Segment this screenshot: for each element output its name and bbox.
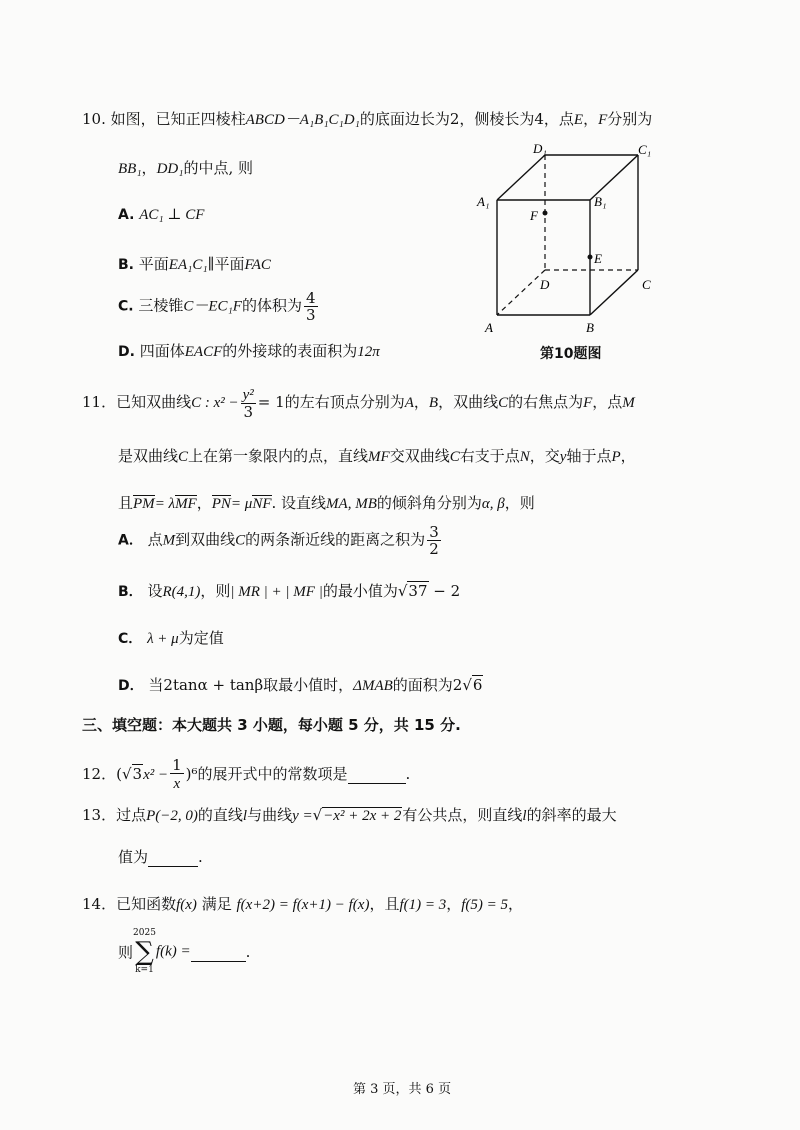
q10-option-c-fraction	[304, 290, 318, 323]
q10-option-c-num: 4	[305, 289, 316, 307]
q11-l3-eq1: = λ	[154, 496, 176, 512]
q11-point-f: F	[583, 395, 593, 411]
q10-option-c-solid: C－EC₁F	[183, 298, 242, 315]
q13-answer-blank[interactable]	[148, 848, 198, 867]
q14-period: .	[245, 943, 251, 961]
q14-text-3: ，且	[369, 895, 400, 913]
label-b: B	[586, 320, 594, 335]
q11-l3-angles: α, β	[481, 496, 505, 512]
q10-stem: 10. 如图，已知正四棱柱ABCD－A₁B₁C₁D₁的底面边长为2，侧棱长为4，点E，F分别为	[82, 110, 653, 128]
q11-frac-den: 3	[243, 403, 253, 421]
q11-number: 11．	[82, 393, 117, 411]
q11-option-a[interactable]	[118, 524, 443, 557]
q11-line2	[118, 445, 636, 466]
q11-text-5: ，点	[592, 393, 623, 411]
q11-l2-text-2: 上在第一象限内的点，直线	[188, 447, 369, 465]
q13-y: y =	[292, 808, 313, 824]
q11-vector-mf: MF	[175, 496, 197, 512]
q10-seg-dd1: DD₁	[156, 161, 184, 177]
q14-summation	[133, 928, 156, 976]
q10-option-c-den: 3	[305, 306, 316, 324]
q10-option-d-label: D.	[118, 344, 135, 360]
q11-option-a-text-1: 点	[147, 530, 163, 549]
q10-prism-figure	[475, 140, 675, 345]
q11-l2-text-1: 是双曲线	[118, 447, 179, 465]
q11-point-b: B	[428, 395, 439, 411]
q11-option-b-tail: − 2	[433, 582, 461, 600]
q11-text-1: 已知双曲线	[116, 393, 192, 411]
q14-sum-symbol: ∑	[135, 937, 154, 967]
q10-option-b-mid: ∥平面	[207, 255, 245, 273]
q10-stem-text-2: 的底面边长为2，侧棱长为4，点	[359, 110, 574, 128]
q12-radicand: 3	[132, 765, 143, 783]
label-f: F	[530, 208, 538, 223]
q11-option-c-expr: λ + μ	[147, 631, 179, 647]
q10-option-a-text: AC₁ ⊥ CF	[139, 207, 205, 223]
q12-number: 12．	[82, 765, 117, 783]
q12-fraction	[170, 757, 184, 793]
q11-point-m: M	[622, 395, 635, 411]
q11-l2-text-6: 轴于点	[566, 447, 612, 465]
q10-stem-text-1: 10. 如图，已知正四棱柱	[82, 110, 246, 128]
q11-option-d-coef: 2	[452, 676, 463, 694]
q14-sum-upper: 2025	[133, 928, 156, 938]
q13-line2	[118, 846, 203, 867]
q11-option-a-text-2: 到双曲线	[175, 530, 236, 549]
q10-option-d-solid: EACF	[184, 344, 223, 360]
q11-option-a-text-3: 的两条渐近线的距离之积为	[245, 530, 426, 549]
q11-frac-num: y²	[242, 387, 254, 403]
q13: 13．过点P(−2, 0)的直线l与曲线y =√−x² + 2x + 2有公共点，则直线l的斜率的最大	[82, 806, 617, 824]
q11-vector-nf: NF	[252, 496, 272, 512]
q10-option-b-pre: 平面	[138, 255, 169, 273]
q11-option-a-label: A．	[118, 532, 143, 549]
q13-number: 13．	[82, 806, 117, 824]
q14-answer-blank[interactable]	[191, 943, 246, 962]
q11-comma: ，	[413, 393, 429, 411]
q11-l3-text-1: 且	[118, 494, 134, 512]
q11-l2-c: C	[178, 449, 189, 465]
q11-option-d-text-3: 的面积为	[392, 676, 453, 694]
section-3-heading: 三、填空题：本大题共 3 小题，每小题 5 分，共 15 分.	[82, 716, 461, 734]
q14-text-4: ，	[508, 895, 524, 913]
q11-option-d[interactable]: D． 当2tanα + tanβ取最小值时，ΔMAB的面积为2√6	[118, 676, 483, 694]
q10-stem-line2: BB₁，DD₁的中点, 则	[118, 159, 253, 177]
q10-option-c[interactable]	[118, 290, 320, 323]
q14-fx: f(x)	[176, 897, 197, 913]
q14-sum-body: f(k) =	[155, 943, 191, 960]
q11-option-d-triangle: ΔMAB	[353, 678, 393, 694]
page-footer: 第 3 页，共 6 页	[353, 1082, 452, 1097]
q11-text-3: ，双曲线	[438, 393, 499, 411]
q11-option-b-label: B．	[118, 584, 143, 600]
q11-option-c-label: C．	[118, 631, 143, 647]
q12-x2: x² −	[143, 767, 169, 783]
q11-option-d-expr: 2tanα + tanβ	[163, 676, 264, 694]
q11-curve-lhs: C : x² −	[191, 395, 239, 411]
q11-option-b-expr: | MR | + | MF |	[230, 584, 323, 600]
q11-l2-n: N	[519, 449, 530, 465]
q14-sum-lower: k=1	[135, 965, 154, 975]
point-f-dot	[543, 211, 548, 216]
label-c1: C₁	[638, 142, 652, 157]
q13-text-1: 过点	[116, 806, 147, 824]
q11-option-d-text-2: 取最小值时，	[263, 676, 354, 694]
q10-option-a[interactable]	[118, 205, 204, 224]
q11-option-b-radicand: 37	[408, 582, 428, 600]
q13-text-5: 的斜率的最大	[526, 806, 617, 824]
label-a1: A₁	[477, 194, 490, 209]
q14	[82, 893, 523, 914]
q11-text-4: 的右焦点为	[508, 393, 584, 411]
q11-option-d-radicand: 6	[472, 676, 483, 694]
label-b1: B₁	[594, 194, 607, 209]
q12-frac-num: 1	[172, 756, 182, 774]
q10-stem-text-4: 的中点, 则	[183, 159, 253, 177]
q11-curve-fraction	[241, 386, 256, 420]
q11-stem	[82, 386, 635, 420]
q14-equation: f(x+2) = f(x+1) − f(x)	[236, 897, 370, 913]
q10-option-b-label: B.	[118, 257, 134, 273]
q12-open-paren: (	[116, 765, 122, 783]
q11-l2-c2: C	[449, 449, 460, 465]
q10-point-e: E	[573, 112, 584, 128]
label-c: C	[642, 277, 651, 292]
q11-option-a-num: 3	[429, 523, 439, 541]
label-d1: D₁	[533, 141, 547, 156]
q11-l3-eq2: = μ	[230, 496, 253, 512]
q10-figure-caption: 第10题图	[540, 346, 602, 362]
q14-then: 则	[118, 943, 134, 962]
q11-option-a-den: 2	[429, 540, 439, 558]
q11-text-2: 的左右顶点分别为	[284, 393, 405, 411]
q11-option-b-text-2: ，则	[200, 582, 231, 600]
q11-l3-text-4: ，则	[504, 494, 535, 512]
q11-point-a: A	[404, 395, 414, 411]
q14-text-2: 满足	[201, 895, 232, 913]
label-e: E	[594, 251, 602, 266]
q10-prism: ABCD－A₁B₁C₁D₁	[245, 112, 360, 128]
q11-l2-text-4: 右支于点	[459, 447, 520, 465]
q11-l2-p: P	[611, 449, 621, 465]
q13-line-l-2: l	[522, 808, 527, 824]
q11-l2-text-3: 交双曲线	[389, 447, 450, 465]
q11-l3-text-3: 的倾斜角分别为	[376, 494, 482, 512]
q14-comma: ，	[446, 895, 462, 913]
q10-option-d-pre: 四面体	[139, 342, 185, 360]
q11-l3-lines: MA, MB	[326, 496, 377, 512]
q13-text-4: 有公共点，则直线	[402, 806, 523, 824]
q11-line3	[118, 492, 535, 513]
q10-option-a-label: A.	[118, 207, 135, 223]
q13-period: .	[198, 848, 203, 866]
q12-period: .	[405, 765, 411, 783]
q11-l3-comma: ，	[196, 494, 212, 512]
q10-point-f: F	[598, 112, 608, 128]
q10-option-c-pre: 三棱锥	[138, 296, 184, 315]
q11-option-c[interactable]	[118, 627, 224, 648]
q11-option-b-text-1: 设	[147, 582, 163, 600]
q10-option-c-mid: 的体积为	[241, 296, 302, 315]
q11-option-b-r: R(4,1)	[162, 584, 201, 600]
q13-radicand: −x² + 2x + 2	[323, 808, 402, 824]
q11-option-d-label: D．	[118, 678, 144, 694]
q11-curve-c: C	[498, 395, 509, 411]
q11-option-d-text-1: 当	[148, 676, 164, 694]
q11-l2-text-5: ，交	[529, 447, 560, 465]
q10-option-d-mid: 的外接球的表面积为	[222, 342, 358, 360]
q11-option-a-c: C	[235, 532, 246, 549]
q11-l2-y: y	[559, 449, 567, 465]
q11-option-b-text-3: 的最小值为	[322, 582, 398, 600]
q12-text: 的展开式中的常数项是	[197, 765, 348, 783]
q11-option-c-text: 为定值	[178, 629, 224, 647]
q11-l2-mf: MF	[368, 449, 390, 465]
q10-stem-text-3: 分别为	[607, 110, 653, 128]
q14-condition-1: f(1) = 3	[399, 897, 447, 913]
q14-number: 14．	[82, 895, 117, 913]
q10-option-d[interactable]	[118, 340, 380, 361]
point-e-dot	[588, 255, 593, 260]
q11-option-a-m: M	[162, 532, 176, 549]
q13-text-2: 的直线	[197, 806, 243, 824]
q10-option-b[interactable]	[118, 253, 271, 274]
q10-seg-bb1: BB₁	[118, 161, 142, 177]
q12-answer-blank[interactable]	[348, 765, 406, 784]
q13-point-p: P(−2, 0)	[146, 808, 198, 824]
label-d: D	[540, 277, 550, 292]
q13-line2-text: 值为	[118, 848, 149, 866]
q14-line2	[118, 928, 250, 976]
q11-option-a-fraction	[427, 524, 441, 557]
q11-option-b[interactable]: B． 设R(4,1)，则| MR | + | MF |的最小值为√37 − 2	[118, 582, 461, 600]
q10-option-c-label: C.	[118, 298, 134, 315]
q12-close-paren: )⁶	[185, 765, 198, 783]
q12: 12．(√3x² − $\frac{1}{x} )^6$的展开式中的常数项是 .	[82, 756, 411, 792]
q11-l2-text-7: ，	[620, 447, 636, 465]
q12-frac-den: x	[173, 776, 181, 792]
q14-text-1: 已知函数	[116, 895, 177, 913]
label-a: A	[485, 320, 493, 335]
q14-condition-2: f(5) = 5	[461, 897, 509, 913]
q10-option-b-plane1: EA₁C₁	[168, 257, 208, 273]
q11-vector-pn: PN	[211, 496, 231, 512]
q11-vector-pm: PM	[133, 496, 155, 512]
q13-text-3: 与曲线	[247, 806, 293, 824]
q11-l3-text-2: . 设直线	[271, 494, 327, 512]
q13-line-l: l	[242, 808, 248, 824]
q10-option-d-value: 12π	[357, 344, 380, 360]
q11-curve-rhs: = 1	[257, 393, 285, 411]
q10-option-b-plane2: FAC	[244, 257, 271, 273]
